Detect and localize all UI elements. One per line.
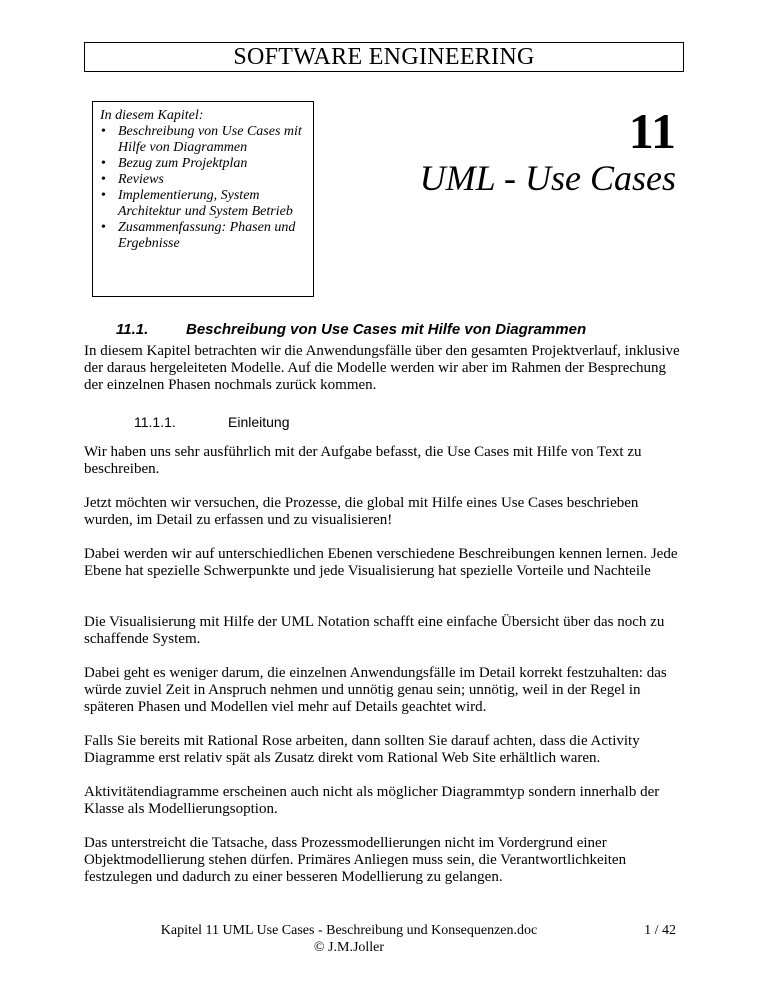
contents-item: • Reviews (100, 172, 307, 188)
contents-item: • Zusammenfassung: Phasen und Ergebnisse (100, 220, 307, 252)
paragraph: Das unterstreicht die Tatsache, dass Prozessmodellierungen nicht im Vordergrund einer Objektmodellierung stehen dürfen. Primäres Anliegen muss sein, die Verantwortlichkeiten festzulegen und dadurch zu einer besseren Modellierung zu gelangen. (84, 835, 627, 885)
paragraph: Die Visualisierung mit Hilfe der UML Notation schafft eine einfache Übersicht über das noch zu schaffende System. (84, 614, 665, 647)
paragraph: In diesem Kapitel betrachten wir die Anwendungsfälle über den gesamten Projektverlauf, inklusive der daraus hergeleiteten Modelle. Auf die Modelle werden wir aber im Rahmen der Besprechung der einzelnen Phasen nochmals zurück kommen. (84, 343, 680, 393)
chapter-contents-box (92, 101, 314, 297)
chapter-title: UML - Use Cases (419, 158, 676, 198)
subsection-number: 11.1.1. (134, 414, 176, 430)
subsection-heading (134, 413, 290, 431)
footer-copyright: © J.M.Joller (313, 940, 385, 955)
subsection-title: Einleitung (228, 414, 290, 430)
contents-list (100, 124, 307, 252)
section-heading (116, 321, 586, 339)
paragraph: Aktivitätendiagramme erscheinen auch nicht als möglicher Diagrammtyp sondern innerhalb der Klasse als Modellierungsoption. (84, 784, 660, 817)
section-title: Beschreibung von Use Cases mit Hilfe von Diagrammen (186, 321, 587, 338)
page-footer (84, 922, 614, 956)
contents-item: • Beschreibung von Use Cases mit Hilfe von Diagrammen (100, 124, 307, 156)
section-number: 11.1. (116, 321, 149, 338)
contents-item: • Implementierung, System Architektur und System Betrieb (100, 188, 307, 220)
paragraph: Dabei geht es weniger darum, die einzelnen Anwendungsfälle im Detail korrekt festzuhalten: das würde zuviel Zeit in Anspruch nehmen und unnötig genau sein; unnötig, weil in der Regel in späteren Phasen und Modellen viel mehr auf Details geachtet wird. (84, 665, 667, 715)
chapter-number: 11 (628, 103, 676, 159)
paragraph: Jetzt möchten wir versuchen, die Prozesse, die global mit Hilfe eines Use Cases beschrieben wurden, im Detail zu erfassen und zu visualisieren! (84, 495, 639, 528)
running-header (84, 42, 684, 72)
paragraph: Falls Sie bereits mit Rational Rose arbeiten, dann sollten Sie darauf achten, dass die Activity Diagramme erst relativ spät als Zusatz direkt vom Rational Web Site erhältlich waren. (84, 733, 640, 766)
header-title: SOFTWARE ENGINEERING (233, 44, 535, 70)
contents-heading: In diesem Kapitel: (100, 108, 204, 123)
paragraph: Dabei werden wir auf unterschiedlichen Ebenen verschiedene Beschreibungen kennen lernen. Jede Ebene hat spezielle Schwerpunkte und jede Visualisierung hat spezielle Vorteile und Nachteile (84, 546, 678, 579)
contents-item: • Bezug zum Projektplan (100, 156, 307, 172)
paragraph: Wir haben uns sehr ausführlich mit der Aufgabe befasst, die Use Cases mit Hilfe von Text zu beschreiben. (84, 444, 642, 477)
footer-filename: Kapitel 11 UML Use Cases - Beschreibung und Konsequenzen.doc (160, 923, 538, 938)
page-number: 1 / 42 (644, 923, 676, 938)
